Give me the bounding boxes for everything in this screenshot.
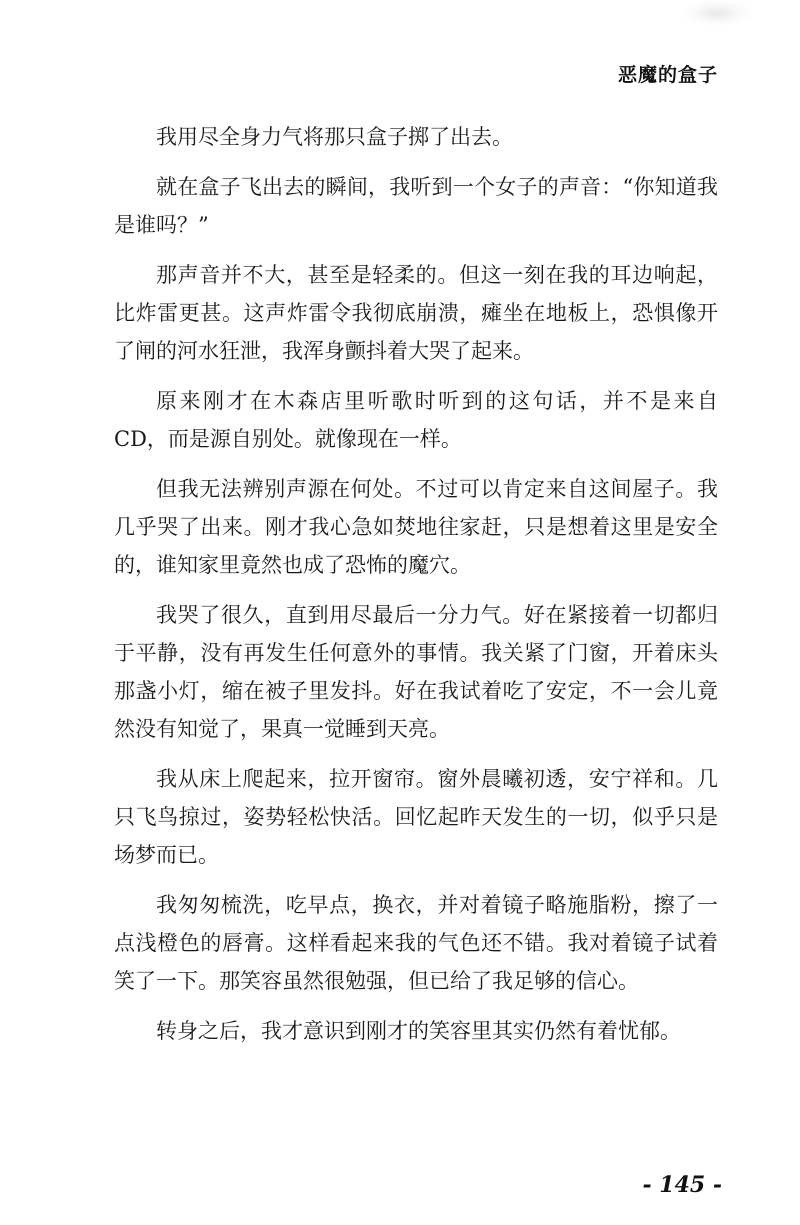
body-text [114, 118, 718, 1062]
paragraph: 原来刚才在木森店里听歌时听到的这句话，并不是来自 CD，而是源自别处。就像现在一样。 [114, 389, 718, 451]
paragraph: 那声音并不大，甚至是轻柔的。但这一刻在我的耳边响起，比炸雷更甚。这声炸雷令我彻底崩溃，瘫坐在地板上，恐惧像开了闸的河水狂泄，我浑身颤抖着大哭了起来。 [114, 263, 718, 363]
paragraph: 我从床上爬起来，拉开窗帘。窗外晨曦初透，安宁祥和。几只飞鸟掠过，姿势轻松快活。回忆起昨天发生的一切，似乎只是场梦而已。 [114, 767, 718, 867]
paragraph: 我用尽全身力气将那只盒子掷了出去。 [156, 125, 513, 149]
paragraph: 但我无法辨别声源在何处。不过可以肯定来自这间屋子。我几乎哭了出来。刚才我心急如焚地往家赶，只是想着这里是安全的，谁知家里竟然也成了恐怖的魔穴。 [114, 477, 718, 577]
running-header-title: 恶魔的盒子 [617, 64, 718, 86]
paragraph: 就在盒子飞出去的瞬间，我听到一个女子的声音：“你知道我是谁吗？” [114, 175, 718, 237]
paragraph: 转身之后，我才意识到刚才的笑容里其实仍然有着忧郁。 [156, 1019, 681, 1043]
page-number: - 145 - [642, 1172, 722, 1198]
paragraph: 我匆匆梳洗，吃早点，换衣，并对着镜子略施脂粉，擦了一点浅橙色的唇膏。这样看起来我的气色还不错。我对着镜子试着笑了一下。那笑容虽然很勉强，但已给了我足够的信心。 [114, 893, 718, 993]
paragraph: 我哭了很久，直到用尽最后一分力气。好在紧接着一切都归于平静，没有再发生任何意外的事情。我关紧了门窗，开着床头那盏小灯，缩在被子里发抖。好在我试着吃了安定，不一会儿竟然没有知觉了，果真一觉睡到天亮。 [114, 603, 718, 741]
scan-smudge [682, 0, 752, 26]
